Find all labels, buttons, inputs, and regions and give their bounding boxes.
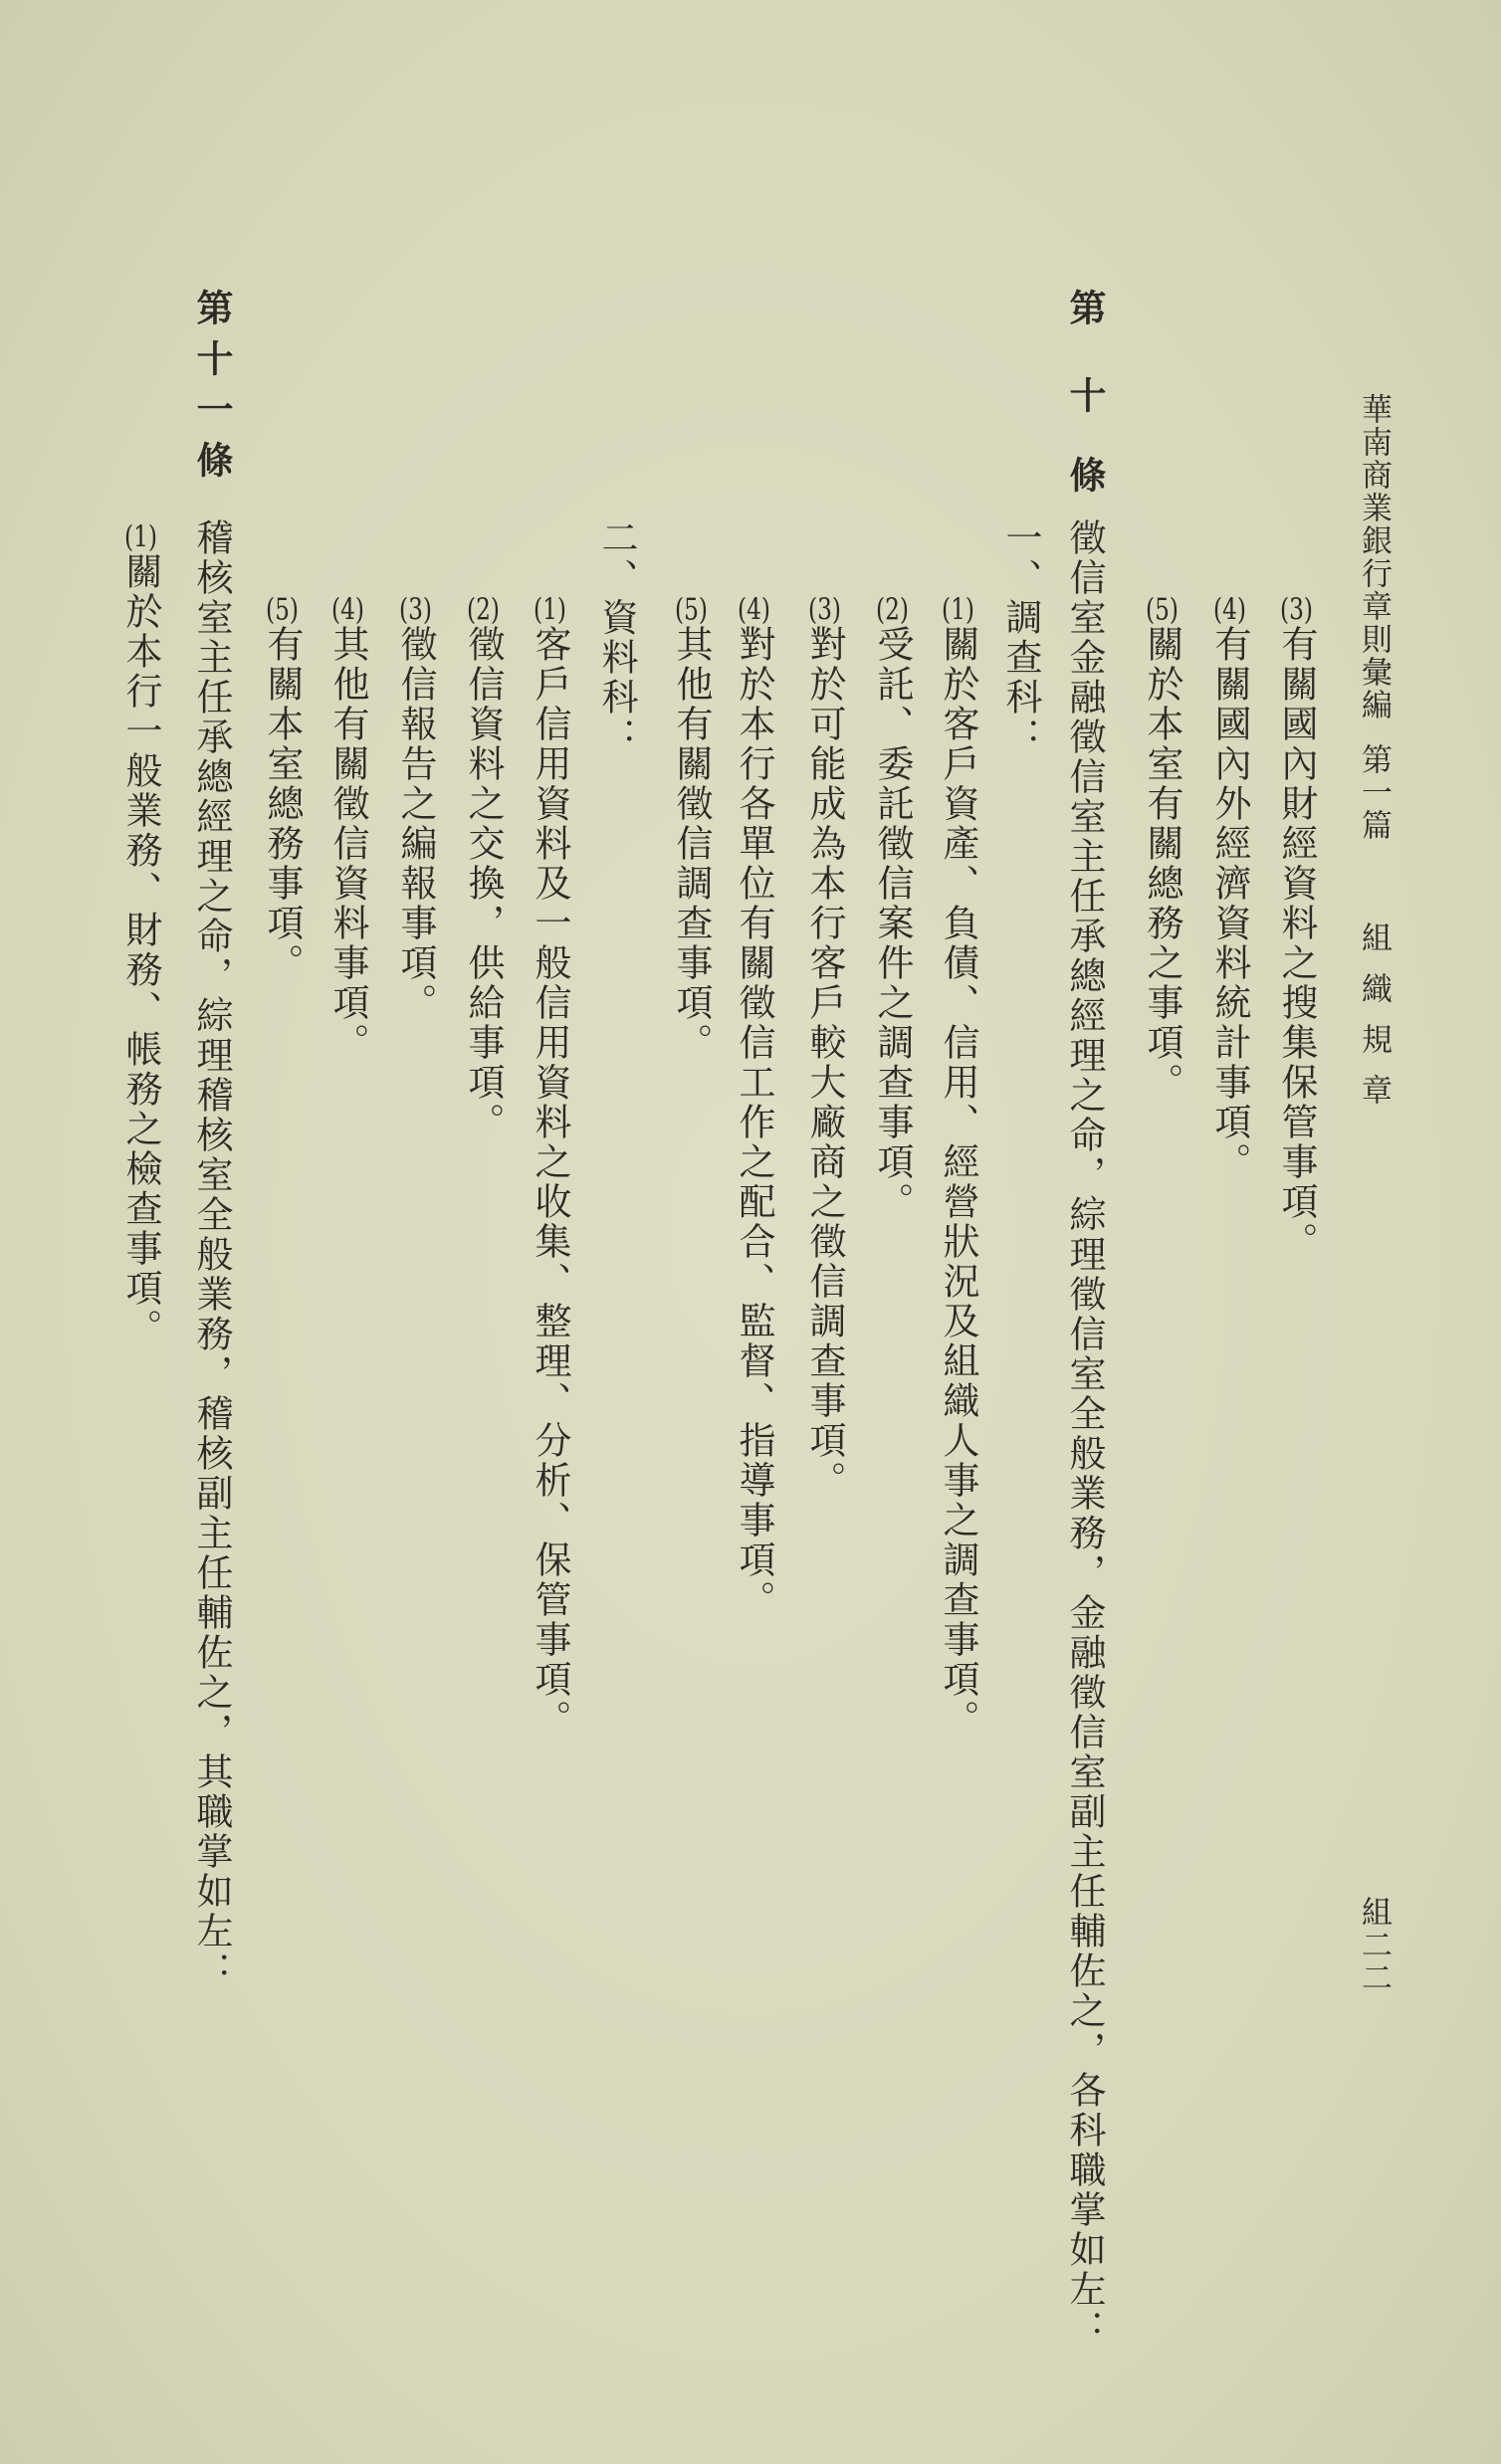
item-number: (4) xyxy=(1213,595,1246,625)
item-text: 對於本行各單位有關徵信工作之配合、監督、指導事項。 xyxy=(733,625,775,1620)
item-text: 客戶信用資料及一般信用資料之收集、整理、分析、保管事項。 xyxy=(529,625,571,1740)
item-number: (5) xyxy=(1146,595,1179,625)
list-item xyxy=(119,522,162,1348)
article-11-text: 稽核室主任承總經理之命，綜理稽核室全般業務，稽核副主任輔佐之，其職掌如左： xyxy=(190,518,233,1991)
item-number: (3) xyxy=(1280,595,1313,625)
item-text: 關於本行一般業務、財務、帳務之檢查事項。 xyxy=(119,552,162,1348)
list-item xyxy=(261,595,304,983)
label-char: 第 xyxy=(1063,289,1107,328)
page-number: 組二二 xyxy=(1356,1896,1392,1994)
item-number: (3) xyxy=(399,595,432,625)
item-text: 有關本室總務事項。 xyxy=(261,625,304,983)
part-label: 第一篇 xyxy=(1356,743,1392,842)
running-header xyxy=(1356,393,1392,1107)
item-number: (2) xyxy=(467,595,500,625)
list-item xyxy=(937,595,979,1740)
item-number: (3) xyxy=(808,595,841,625)
list-item xyxy=(803,595,846,1501)
chapter-char: 織 xyxy=(1356,972,1392,1005)
item-text: 其他有關徵信調查事項。 xyxy=(670,625,713,1063)
list-item xyxy=(326,595,369,1063)
chapter-char: 規 xyxy=(1356,1023,1392,1056)
label-char: 十 xyxy=(1063,376,1107,416)
item-number: (1) xyxy=(124,522,157,552)
label-char: 條 xyxy=(1063,456,1107,496)
book-title: 華南商業銀行章則彙編 xyxy=(1356,393,1392,721)
item-text: 有關國內財經資料之搜集保管事項。 xyxy=(1275,625,1318,1262)
article-11-label: 第十一條 xyxy=(190,289,234,492)
article-10-text: 徵信室金融徵信室主任承總經理之命，綜理徵信室全般業務，金融徵信室副主任輔佐之，各科職掌如左： xyxy=(1063,518,1106,2350)
list-item xyxy=(529,595,571,1740)
section-title: 二、資料科： xyxy=(595,518,638,757)
item-number: (4) xyxy=(738,595,770,625)
item-number: (1) xyxy=(942,595,974,625)
item-number: (4) xyxy=(331,595,364,625)
item-text: 徵信報告之編報事項。 xyxy=(394,625,437,1023)
section-title: 一、調查科： xyxy=(999,518,1042,757)
chapter-char: 章 xyxy=(1356,1074,1392,1107)
item-text: 其他有關徵信資料事項。 xyxy=(326,625,369,1063)
item-text: 有關國內外經濟資料統計事項。 xyxy=(1208,625,1251,1182)
chapter-char: 組 xyxy=(1356,922,1392,954)
item-number: (5) xyxy=(675,595,708,625)
list-item xyxy=(871,595,914,1222)
list-item xyxy=(670,595,713,1063)
list-item xyxy=(1208,595,1251,1182)
item-number: (5) xyxy=(266,595,299,625)
list-item xyxy=(733,595,775,1620)
item-text: 受託、委託徵信案件之調查事項。 xyxy=(871,625,914,1222)
item-text: 對於可能成為本行客戶較大廠商之徵信調查事項。 xyxy=(803,625,846,1501)
item-number: (2) xyxy=(876,595,909,625)
list-item xyxy=(1275,595,1318,1262)
list-item xyxy=(462,595,505,1142)
item-number: (1) xyxy=(534,595,566,625)
item-text: 關於本室有關總務之事項。 xyxy=(1141,625,1183,1103)
item-text: 關於客戶資產、負債、信用、經營狀況及組織人事之調查事項。 xyxy=(937,625,979,1740)
article-10-label xyxy=(1063,289,1107,496)
list-item xyxy=(394,595,437,1023)
item-text: 徵信資料之交換，供給事項。 xyxy=(462,625,505,1142)
list-item xyxy=(1141,595,1183,1103)
